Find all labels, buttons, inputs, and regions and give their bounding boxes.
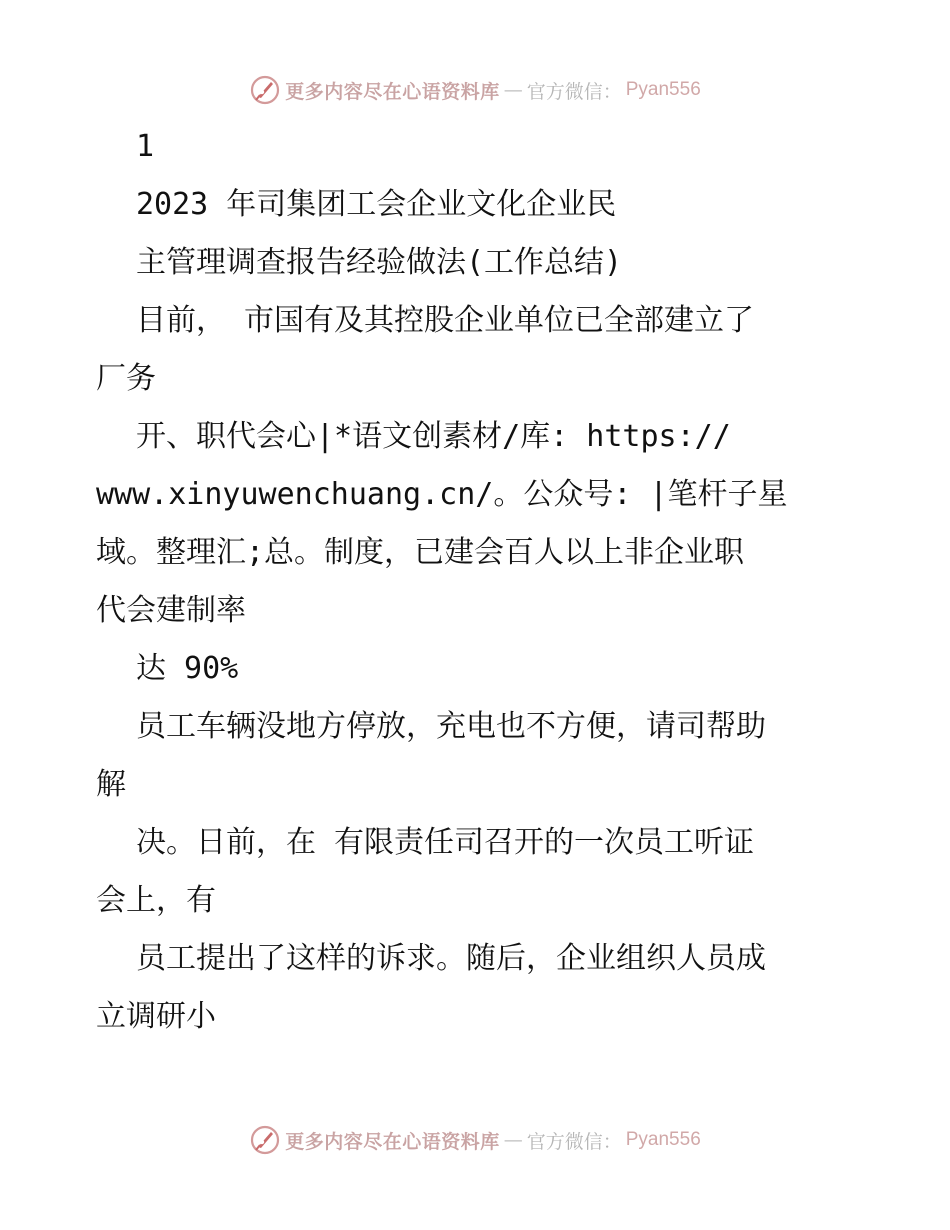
text-line: 目前， 市国有及其控股企业单位已全部建立了 <box>136 303 755 338</box>
text-line: 开、职代会心|*语文创素材/库: https:// <box>136 419 731 454</box>
watermark-wechat-id: Pyan556 <box>625 79 701 100</box>
text-line: 厂务 <box>96 361 156 396</box>
text-line: 员工车辆没地方停放，充电也不方便，请司帮助 <box>136 709 766 744</box>
text-line: www.xinyuwenchuang.cn/。公众号: |笔杆子星 <box>96 477 788 512</box>
text-line: 2023 年司集团工会企业文化企业民 <box>136 187 617 222</box>
footer-watermark <box>0 1120 950 1160</box>
text-line: 员工提出了这样的诉求。随后，企业组织人员成 <box>136 941 766 976</box>
text-line: 域。整理汇;总。制度，已建会百人以上非企业职 <box>96 535 745 570</box>
watermark-text: 更多内容尽在心语资料库 <box>285 1130 500 1153</box>
text-line: 解 <box>96 767 126 802</box>
text-line: 会上，有 <box>96 883 216 918</box>
quill-seal-icon <box>249 74 281 106</box>
watermark-wechat-label: 官方微信： <box>526 80 622 103</box>
watermark-text: 更多内容尽在心语资料库 <box>285 80 500 103</box>
watermark-dash: — <box>503 1129 523 1151</box>
watermark-dash: — <box>503 79 523 101</box>
text-line: 代会建制率 <box>96 593 246 628</box>
watermark-wechat-label: 官方微信： <box>526 1130 622 1153</box>
text-line: 决。日前，在 有限责任司召开的一次员工听证 <box>136 825 755 860</box>
text-line: 1 <box>136 129 155 164</box>
header-watermark <box>0 70 950 110</box>
text-line: 主管理调查报告经验做法(工作总结) <box>136 245 623 280</box>
watermark-wechat-id: Pyan556 <box>625 1129 701 1150</box>
quill-seal-icon <box>249 1124 281 1156</box>
text-line: 达 90% <box>136 651 239 686</box>
text-line: 立调研小 <box>96 999 216 1034</box>
document-body <box>96 118 858 1046</box>
